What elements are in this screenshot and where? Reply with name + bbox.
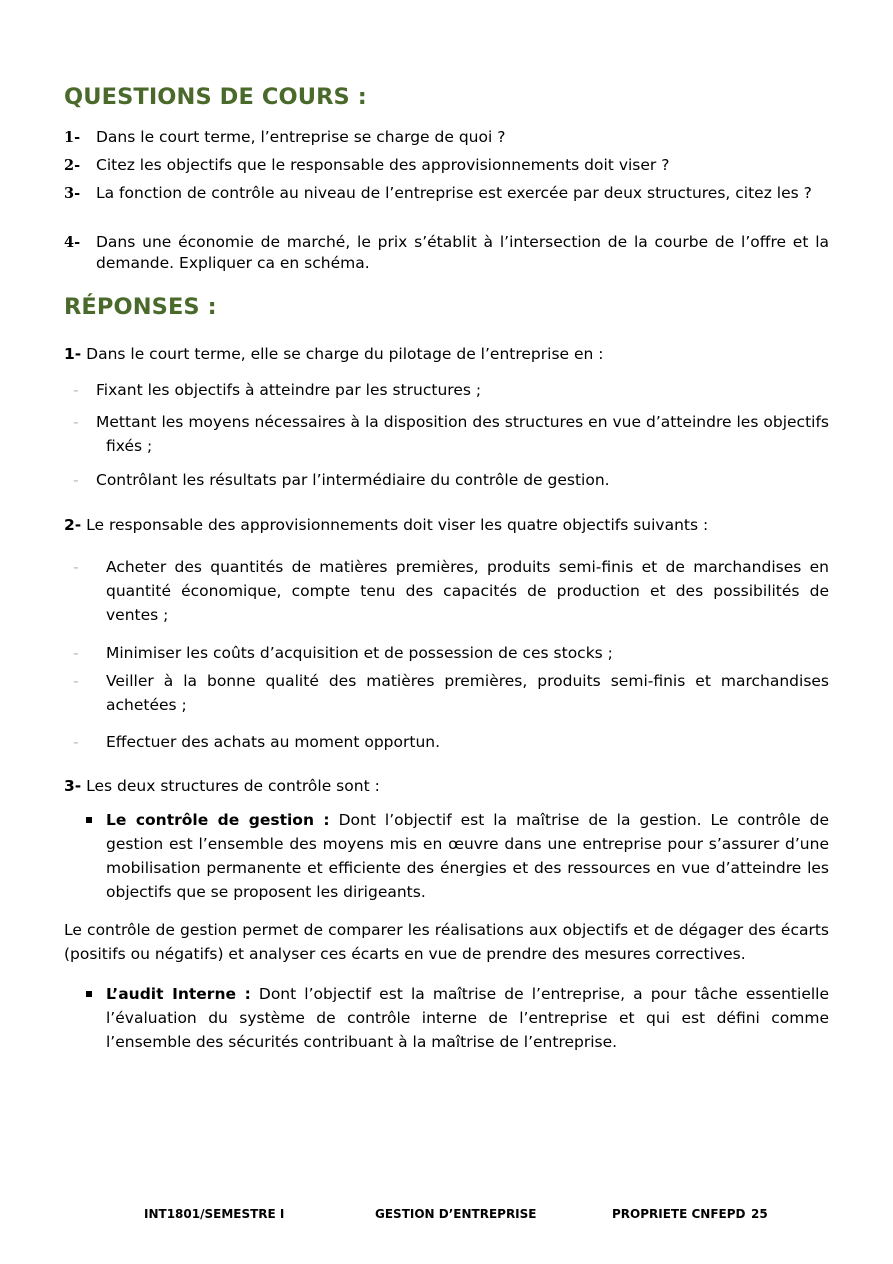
square-bullet-icon (86, 817, 92, 823)
list-item-text: Acheter des quantités de matières premières, produits semi-finis et de marchandises en quantité économique, compte tenu des capacités de production et des possibilités de ventes ; (106, 558, 829, 624)
answer-3-paragraph: Le contrôle de gestion permet de comparer les réalisations aux objectifs et de dégager des écarts (positifs ou négatifs) et analyser ces écarts en vue de prendre des mesures correctives. (64, 921, 829, 963)
answer-3-intro (64, 774, 829, 798)
answer-1-item (64, 378, 829, 402)
answer-2-item (64, 669, 829, 717)
list-item-text: Fixant les objectifs à atteindre par les structures ; (96, 381, 482, 399)
dash-bullet: - (73, 672, 79, 690)
questions-heading: QUESTIONS DE COURS : (64, 84, 367, 110)
question-2 (64, 155, 829, 176)
item-label: Le contrôle de gestion : (106, 811, 330, 829)
question-3 (64, 183, 829, 204)
question-text: Citez les objectifs que le responsable des approvisionnements doit viser ? (96, 156, 670, 174)
answer-2-intro (64, 513, 829, 537)
answer-1-item (64, 468, 829, 492)
question-1 (64, 127, 829, 148)
question-4 (64, 232, 829, 274)
answer-2-item (64, 641, 829, 665)
dash-bullet: - (73, 471, 79, 489)
list-item-text (106, 808, 829, 904)
answer-1-item (64, 410, 829, 458)
list-item-text: Minimiser les coûts d’acquisition et de possession de ces stocks ; (106, 644, 613, 662)
item-label: L’audit Interne : (106, 985, 251, 1003)
question-number: 2- (64, 157, 81, 174)
footer-page-number: 25 (751, 1207, 768, 1221)
answer-number: 2- (64, 516, 82, 534)
dash-bullet: - (73, 644, 79, 662)
answer-number: 3- (64, 777, 82, 795)
answer-2-item (64, 730, 829, 754)
square-bullet-icon (86, 991, 92, 997)
footer-course-code: INT1801/SEMESTRE I (144, 1207, 285, 1221)
dash-bullet: - (73, 558, 79, 576)
dash-bullet: - (73, 733, 79, 751)
question-text: La fonction de contrôle au niveau de l’entreprise est exercée par deux structures, citez les ? (96, 184, 812, 202)
answer-2-item (64, 555, 829, 627)
answer-intro-text: Dans le court terme, elle se charge du pilotage de l’entreprise en : (81, 345, 604, 363)
dash-bullet: - (73, 381, 79, 399)
answer-number: 1- (64, 345, 82, 363)
list-item-text: Contrôlant les résultats par l’intermédiaire du contrôle de gestion. (96, 471, 610, 489)
question-text: Dans le court terme, l’entreprise se charge de quoi ? (96, 128, 506, 146)
footer-course-title: GESTION D’ENTREPRISE (375, 1207, 537, 1221)
question-number: 1- (64, 129, 81, 146)
list-item-text: Veiller à la bonne qualité des matières premières, produits semi-finis et marchandises achetées ; (106, 672, 829, 714)
answers-heading: RÉPONSES : (64, 294, 217, 320)
list-item-text: Effectuer des achats au moment opportun. (106, 733, 441, 751)
answer-3-item-audit-interne (64, 982, 829, 1054)
item-body: Dont l’objectif est la maîtrise de la gestion. Le contrôle de gestion est l’ensemble des moyens mis en œuvre dans une entreprise pour s’assurer d’une mobilisation permanente et efficiente des énergies et des ressources en vue d’atteindre les objectifs que se proposent les dirigeants. (106, 811, 830, 901)
dash-bullet: - (73, 413, 79, 431)
answer-1-intro (64, 342, 829, 366)
answer-3-item-controle-gestion (64, 808, 829, 904)
question-number: 3- (64, 185, 81, 202)
footer-owner: PROPRIETE CNFEPD (612, 1207, 746, 1221)
question-number: 4- (64, 234, 81, 251)
question-text: Dans une économie de marché, le prix s’établit à l’intersection de la courbe de l’offre et la demande. Expliquer ca en schéma. (96, 233, 829, 272)
answer-intro-text: Le responsable des approvisionnements doit viser les quatre objectifs suivants : (81, 516, 709, 534)
list-item-text: Mettant les moyens nécessaires à la disposition des structures en vue d’atteindre les objectifs fixés ; (96, 413, 829, 455)
list-item-text (106, 982, 829, 1054)
answer-intro-text: Les deux structures de contrôle sont : (81, 777, 380, 795)
item-body: Dont l’objectif est la maîtrise de l’entreprise, a pour tâche essentielle l’évaluation du système de contrôle interne de l’entreprise et qui est défini comme l’ensemble des sécurités contribuant à la maîtrise de l’entreprise. (106, 985, 830, 1051)
